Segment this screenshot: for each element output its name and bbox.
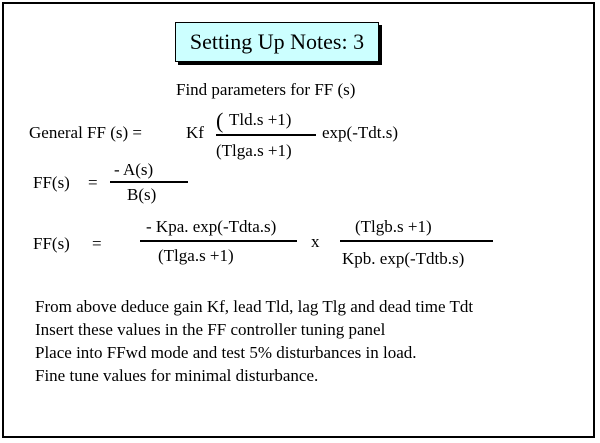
note-line: Place into FFwd mode and test 5% disturbances in load. (35, 343, 417, 362)
general-ff-fraction-bar (216, 134, 316, 136)
ff-ratio-lhs: FF(s) (33, 173, 70, 192)
fraction2-denominator: Kpb. exp(-Tdtb.s) (342, 249, 465, 268)
general-ff-gain: Kf (186, 123, 204, 142)
fraction1-denominator: (Tlga.s +1) (158, 246, 234, 265)
slide-title: Setting Up Notes: 3 (175, 22, 379, 62)
general-ff-denominator: (Tlga.s +1) (216, 141, 292, 160)
ff-expanded-equals: = (92, 234, 102, 253)
note-line: From above deduce gain Kf, lead Tld, lag Tlg and dead time Tdt (35, 297, 474, 316)
ff-ratio-fraction-bar (110, 181, 188, 183)
general-ff-exp: exp(-Tdt.s) (322, 123, 399, 142)
note-line: Insert these values in the FF controller tuning panel (35, 320, 386, 339)
fraction2-numerator: (Tlgb.s +1) (355, 217, 432, 236)
subtitle: Find parameters for FF (s) (176, 80, 356, 99)
times-sign: x (311, 232, 320, 251)
ff-expanded-lhs: FF(s) (33, 234, 70, 253)
note-line: Fine tune values for minimal disturbance. (35, 366, 319, 385)
fraction1-numerator: - Kpa. exp(-Tdta.s) (146, 217, 277, 236)
ff-ratio-equals: = (88, 173, 98, 192)
ff-ratio-numerator: - A(s) (114, 160, 154, 179)
general-ff-open-paren: ( (216, 108, 224, 133)
ff-ratio-denominator: B(s) (127, 185, 157, 204)
fraction2-bar (340, 240, 493, 242)
general-ff-lhs: General FF (s) = (29, 123, 142, 142)
general-ff-numerator: Tld.s +1) (229, 110, 292, 129)
fraction1-bar (140, 240, 297, 242)
